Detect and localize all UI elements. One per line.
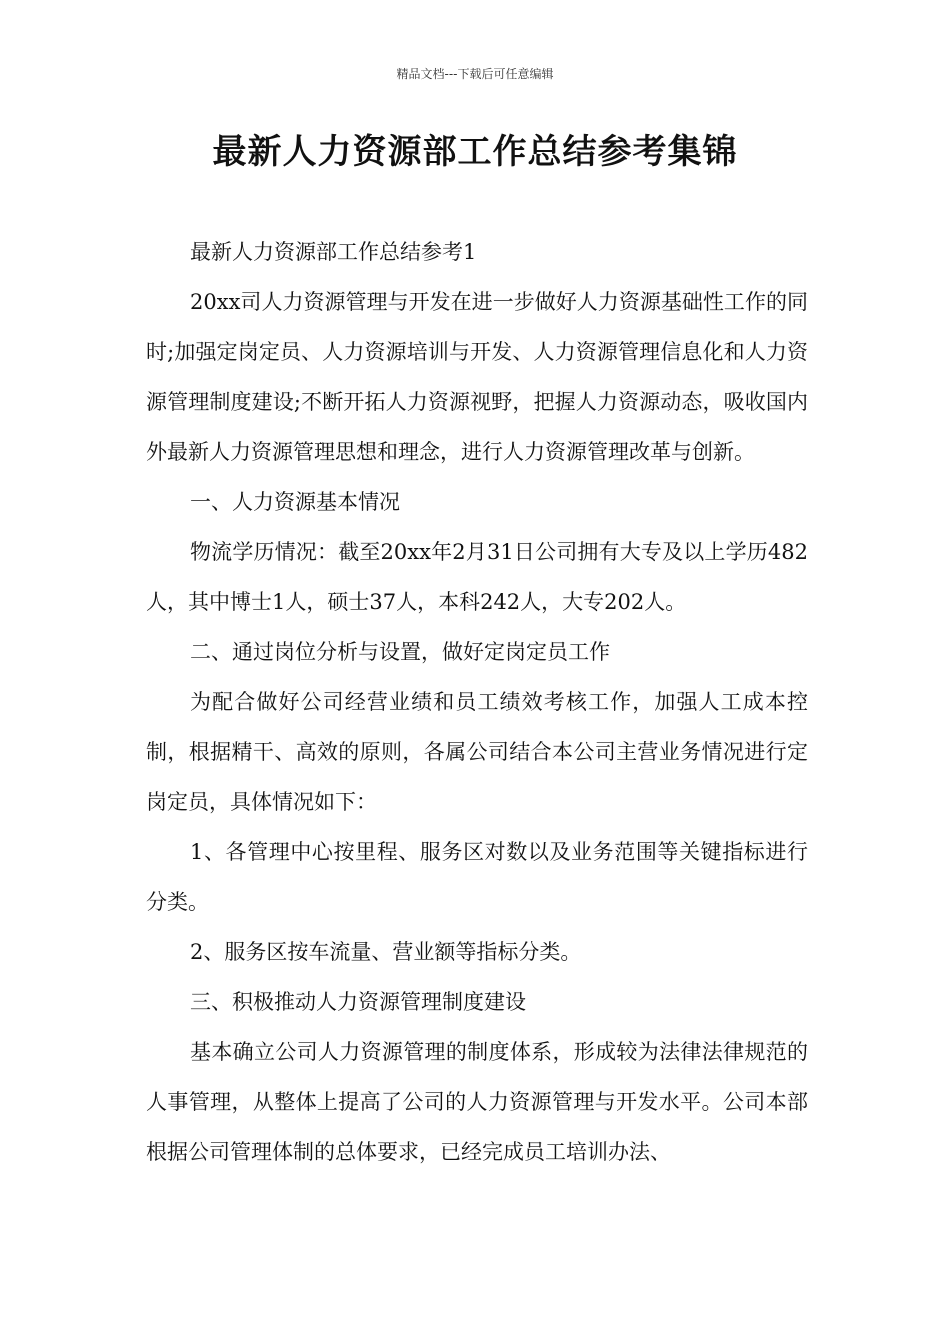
document-title: 最新人力资源部工作总结参考集锦 [212,132,738,172]
section-heading-3: 三、积极推动人力资源管理制度建设 [190,990,526,1014]
section-heading-1: 一、人力资源基本情况 [190,490,400,514]
list-item-1: 1、各管理中心按里程、服务区对数以及业务范围等关键指标进行分类。 [146,840,808,914]
section-heading-2: 二、通过岗位分析与设置，做好定岗定员工作 [190,640,610,664]
page-header-note: 精品文档---下载后可任意编辑 [396,67,554,81]
staffing-paragraph: 为配合做好公司经营业绩和员工绩效考核工作，加强人工成本控制，根据精干、高效的原则，各属公司结合本公司主营业务情况进行定岗定员，具体情况如下： [146,690,808,814]
system-paragraph: 基本确立公司人力资源管理的制度体系，形成较为法律法律规范的人事管理，从整体上提高了公司的人力资源管理与开发水平。公司本部根据公司管理体制的总体要求，已经完成员工培训办法、 [146,1040,808,1164]
subtitle-paragraph: 最新人力资源部工作总结参考1 [190,240,477,264]
document-body [146,227,808,1177]
intro-paragraph: 20xx司人力资源管理与开发在进一步做好人力资源基础性工作的同时;加强定岗定员、人力资源培训与开发、人力资源管理信息化和人力资源管理制度建设;不断开拓人力资源视野，把握人力资源动态，吸收国内外最新人力资源管理思想和理念，进行人力资源管理改革与创新。 [146,290,808,464]
education-paragraph: 物流学历情况：截至20xx年2月31日公司拥有大专及以上学历482人，其中博士1人，硕士37人，本科242人，大专202人。 [146,540,808,614]
list-item-2: 2、服务区按车流量、营业额等指标分类。 [190,940,582,964]
